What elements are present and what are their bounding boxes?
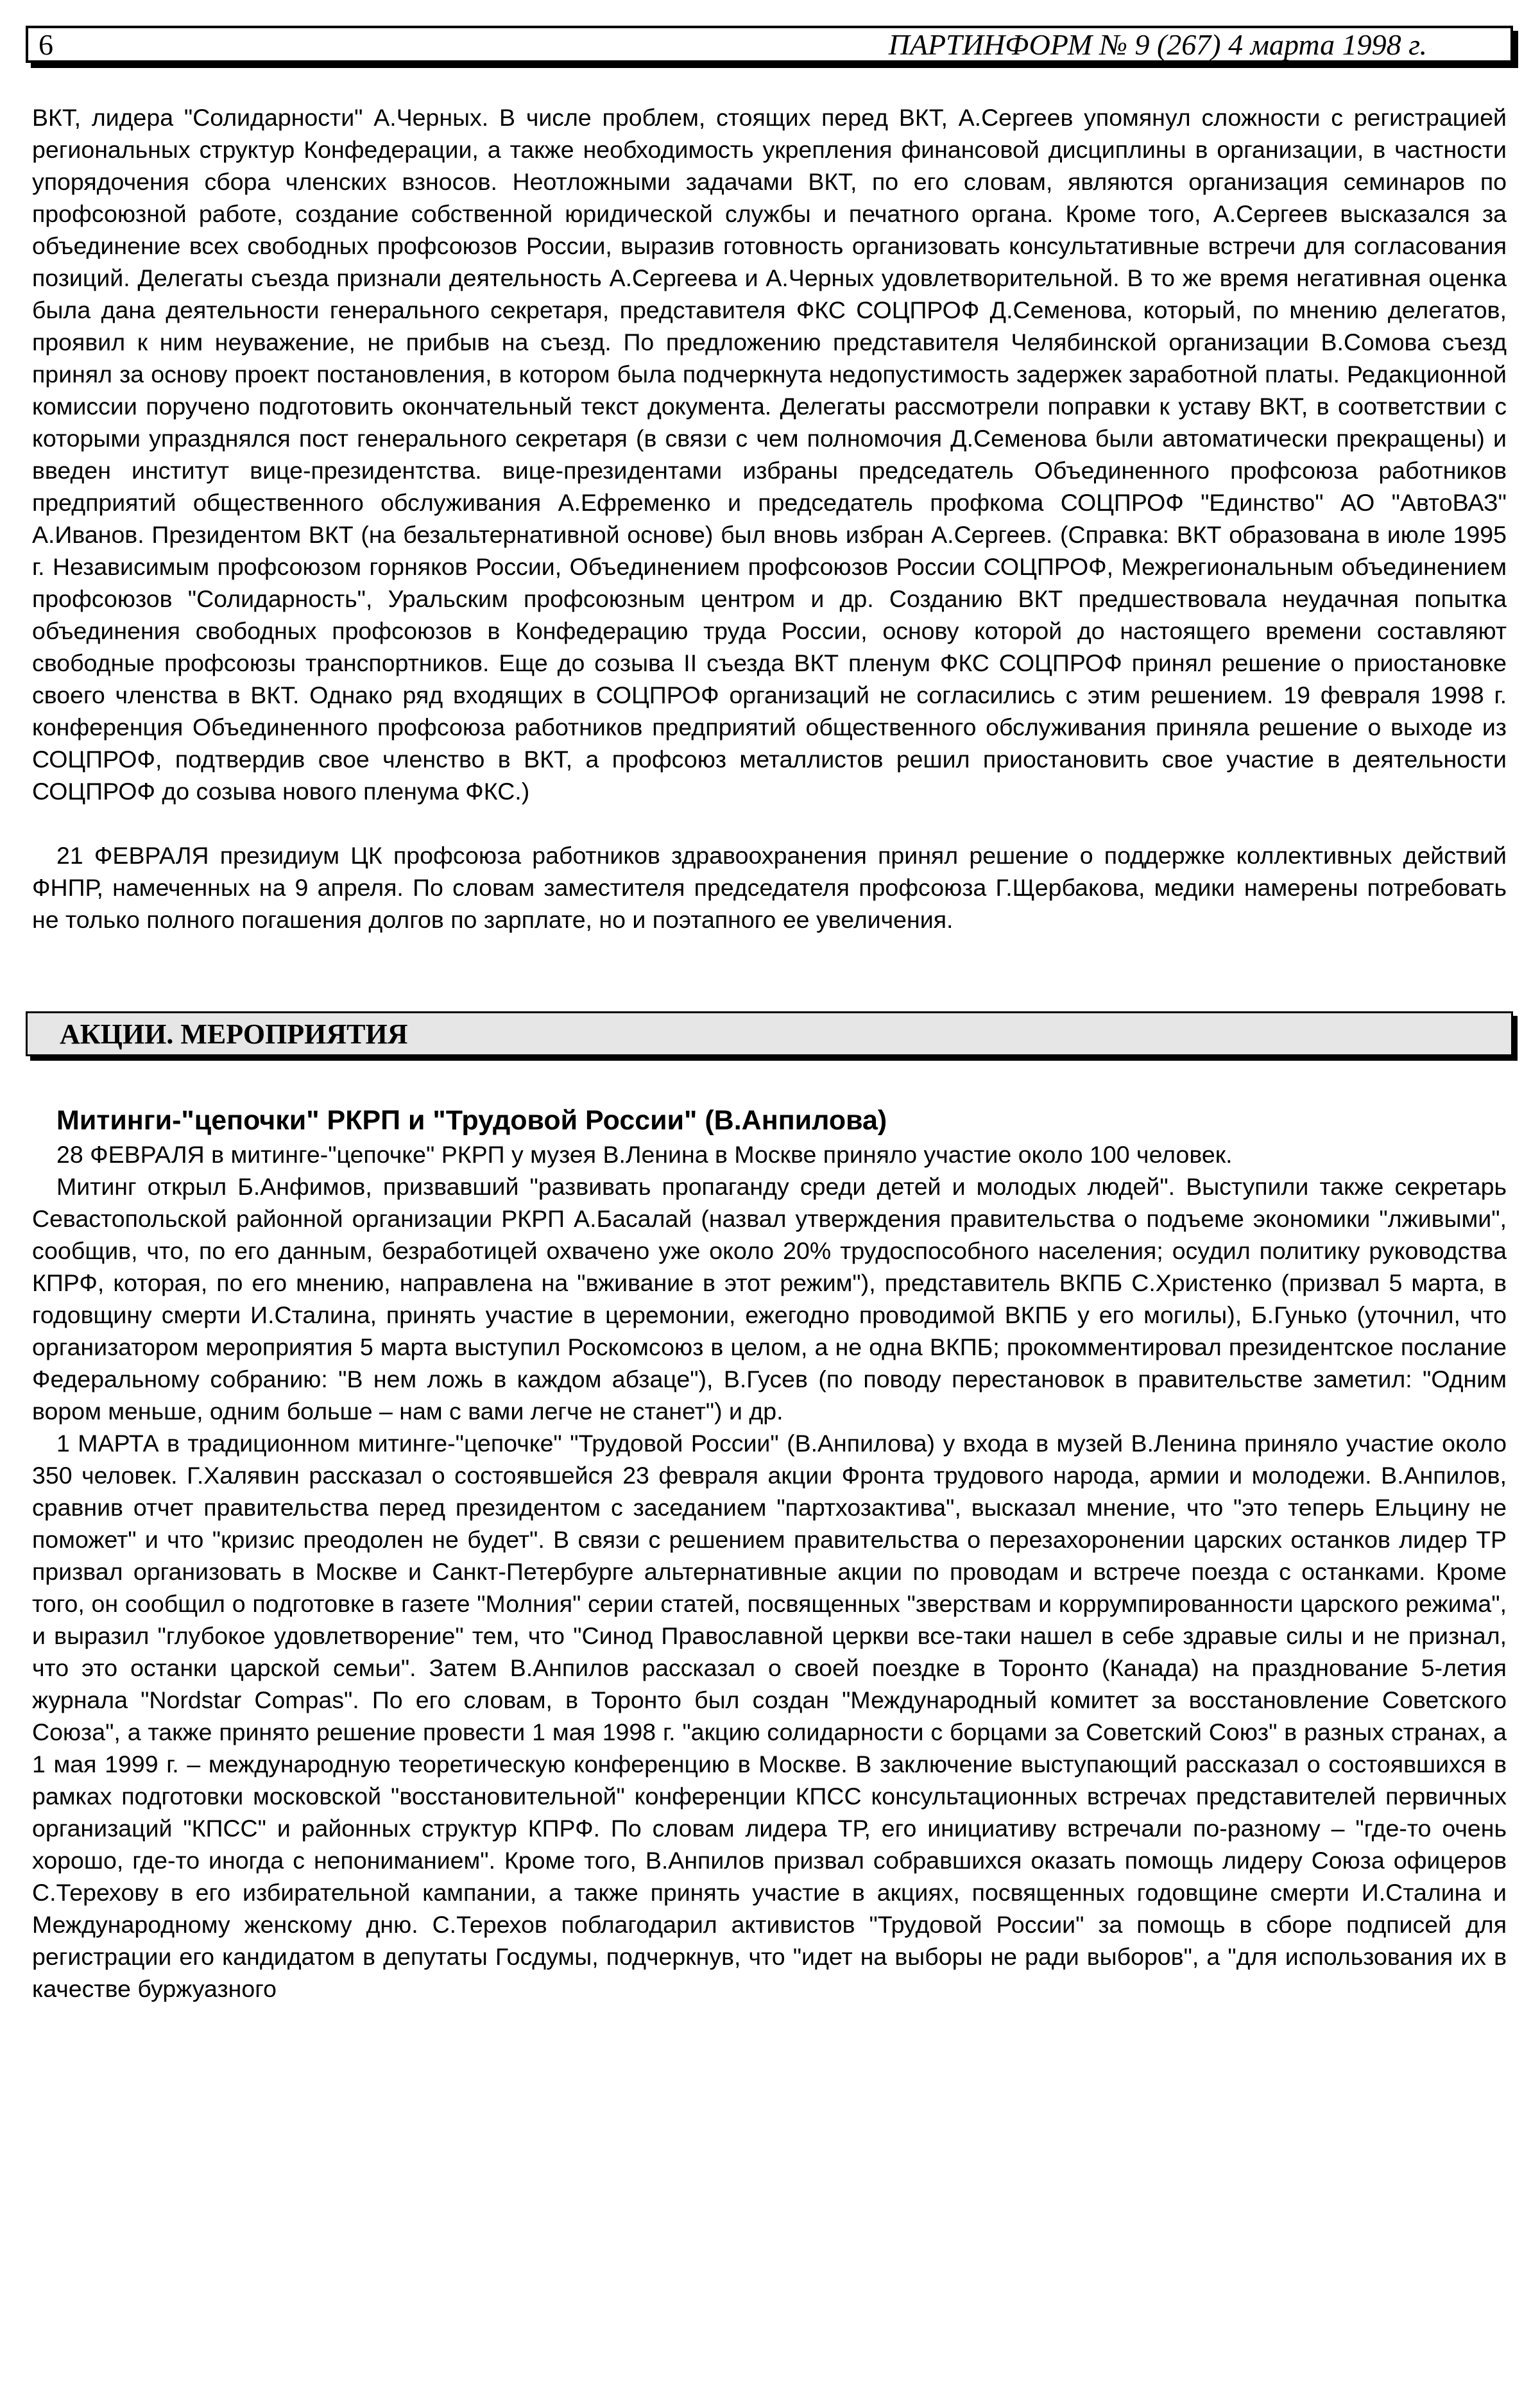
intro-text xyxy=(26,101,1513,936)
article-paragraph-2: Митинг открыл Б.Анфимов, призвавший "развивать пропаганду среди детей и молодых людей". Выступили также секретарь Севастопольской районной организации РКРП А.Басалай (назвал утверждения правительства о подъеме экономики "лживыми", сообщив, что, по его данным, безработицей охвачено уже около 20% трудоспособного населения; осудил политику руководства КПРФ, которая, по его мнению, направлена на "вживание в этот режим"), представитель ВКПБ С.Христенко (призвал 5 марта, в годовщину смерти И.Сталина, принять участие в церемонии, ежегодно проводимой ВКПБ у его могилы), Б.Гунько (уточнил, что организатором мероприятия 5 марта выступил Роскомсоюз в целом, а не одна ВКПБ; прокомментировал президентское послание Федеральному собранию: "В нем ложь в каждом абзаце"), В.Гусев (по поводу перестановок в правительстве заметил: "Одним вором меньше, одним больше – нам с вами легче не станет") и др. xyxy=(32,1173,1507,1425)
intro-paragraph-2: 21 ФЕВРАЛЯ президиум ЦК профсоюза работников здравоохранения принял решение о поддержке коллективных действий ФНПР, намеченных на 9 апреля. По словам заместителя председателя профсоюза Г.Щербакова, медики намерены потребовать не только полного погашения долгов по зарплате, но и поэтапного ее увеличения. xyxy=(32,842,1507,933)
page-header xyxy=(26,26,1513,63)
section-heading xyxy=(26,1011,1513,1056)
newspaper-page xyxy=(26,26,1513,2005)
intro-paragraph-1: ВКТ, лидера "Солидарности" А.Черных. В числе проблем, стоящих перед ВКТ, А.Сергеев упомянул сложности с регистрацией региональных структур Конфедерации, а также необходимость укрепления финансовой дисциплины в организации, в частности упорядочения сбора членских взносов. Неотложными задачами ВКТ, по его словам, являются организация семинаров по профсоюзной работе, создание собственной юридической службы и печатного органа. Кроме того, А.Сергеев высказался за объединение всех свободных профсоюзов России, выразив готовность организовать консультативные встречи для согласования позиций. Делегаты съезда признали деятельность А.Сергеева и А.Черных удовлетворительной. В то же время негативная оценка была дана деятельности генерального секретаря, представителя ФКС СОЦПРОФ Д.Семенова, который, по мнению делегатов, проявил к ним неуважение, не прибыв на съезд. По предложению представителя Челябинской организации В.Сомова съезд принял за основу проект постановления, в котором была подчеркнута недопустимость задержек заработной платы. Редакционной комиссии поручено подготовить окончательный текст документа. Делегаты рассмотрели поправки к уставу ВКТ, в соответствии с которыми упразднялся пост генерального секретаря (в связи с чем полномочия Д.Семенова были автоматически прекращены) и введен институт вице-президентства. вице-президентами избраны председатель Объединенного профсоюза работников предприятий общественного обслуживания А.Ефременко и председатель профкома СОЦПРОФ "Единство" АО "АвтоВАЗ" А.Иванов. Президентом ВКТ (на безальтернативной основе) был вновь избран А.Сергеев. (Справка: ВКТ образована в июле 1995 г. Независимым профсоюзом горняков России, Объединением профсоюзов России СОЦПРОФ, Межрегиональным объединением профсоюзов "Солидарность", Уральским профсоюзным центром и др. Созданию ВКТ предшествовала неудачная попытка объединения свободных профсоюзов в Конфедерацию труда России, основу которой до настоящего времени составляют свободные профсоюзы транспортников. Еще до созыва II съезда ВКТ пленум ФКС СОЦПРОФ принял решение о приостановке своего членства в ВКТ. Однако ряд входящих в СОЦПРОФ организаций не согласились с этим решением. 19 февраля 1998 г. конференция Объединенного профсоюза работников предприятий общественного обслуживания приняла решение о выходе из СОЦПРОФ, подтвердив свое членство в ВКТ, а профсоюз металлистов решил приостановить свое участие в деятельности СОЦПРОФ до созыва нового пленума ФКС.) xyxy=(32,104,1507,805)
article-paragraph-1: 28 ФЕВРАЛЯ в митинге-"цепочке" РКРП у музея В.Ленина в Москве приняло участие около 100 человек. xyxy=(56,1141,1233,1168)
article-title: Митинги-"цепочки" РКРП и "Трудовой России" (В.Анпилова) xyxy=(56,1105,887,1136)
section-title: АКЦИИ. МЕРОПРИЯТИЯ xyxy=(60,1018,408,1050)
article-paragraph-3: 1 МАРТА в традиционном митинге-"цепочке" "Трудовой России" (В.Анпилова) у входа в музей В.Ленина приняло участие около 350 человек. Г.Халявин рассказал о состоявшейся 23 февраля акции Фронта трудового народа, армии и молодежи. В.Анпилов, сравнив отчет правительства перед президентом с заседанием "партхозактива", высказал мнение, что "это теперь Ельцину не поможет" и что "кризис преодолен не будет". В связи с решением правительства о перезахоронении царских останков лидер ТР призвал организовать в Москве и Санкт-Петербурге альтернативные акции по проводам и встрече поезда с останками. Кроме того, он сообщил о подготовке в газете "Молния" серии статей, посвященных "зверствам и коррумпированности царского режима", и выразил "глубокое удовлетворение" тем, что "Синод Православной церкви все-таки нашел в себе здравые силы и не признал, что это останки царской семьи". Затем В.Анпилов рассказал о своей поездке в Торонто (Канада) на празднование 5-летия журнала "Nordstar Compas". По его словам, в Торонто был создан "Международный комитет за восстановление Советского Союза", а также принято решение провести 1 мая 1998 г. "акцию солидарности с борцами за Советский Союз" в разных странах, а 1 мая 1999 г. – международную теоретическую конференцию в Москве. В заключение выступающий рассказал о состоявшихся в рамках подготовки московской "восстановительной" конференции КПСС консультационных встречах представителей первичных организаций "КПСС" и районных структур КПРФ. По словам лидера ТР, его инициативу встречали по-разному – "где-то очень хорошо, где-то иногда с непониманием". Кроме того, В.Анпилов призвал собравшихся оказать помощь лидеру Союза офицеров С.Терехову в его избирательной кампании, а также принять участие в акциях, посвященных годовщине смерти И.Сталина и Международному женскому дню. С.Терехов поблагодарил активистов "Трудовой России" за помощь в сборе подписей для регистрации его кандидатом в депутаты Госдумы, подчеркнув, что "идет на выборы не ради выборов", а "для использования их в качестве буржуазного xyxy=(32,1430,1507,2002)
publication-title: ПАРТИНФОРМ № 9 (267) 4 марта 1998 г. xyxy=(888,28,1427,61)
article-body xyxy=(26,1138,1513,2005)
page-number: 6 xyxy=(38,28,53,61)
